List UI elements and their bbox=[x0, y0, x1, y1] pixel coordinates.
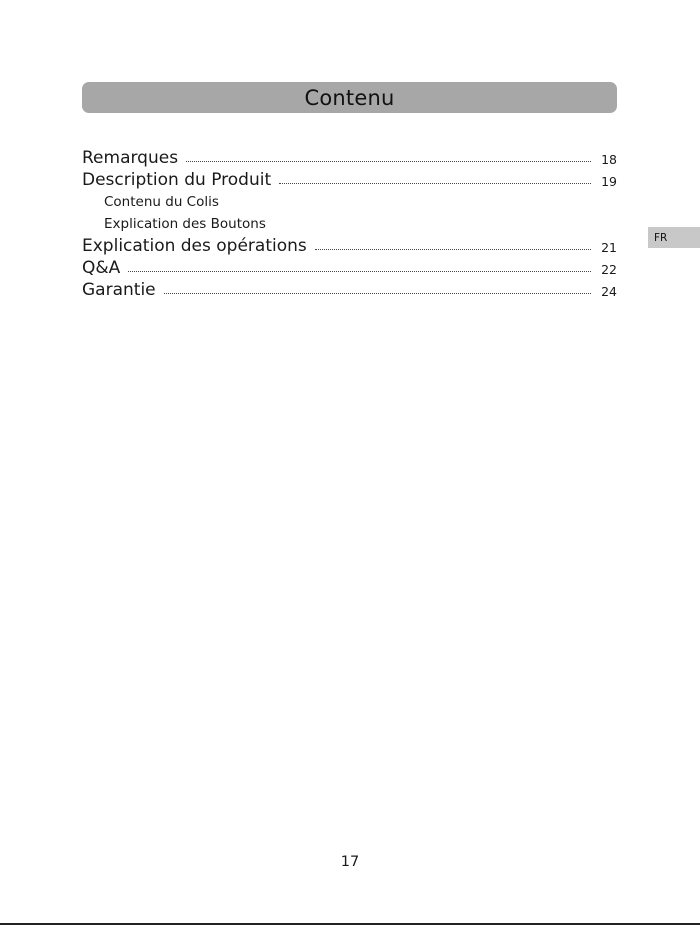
toc-subentry-explication-boutons[interactable] bbox=[82, 212, 617, 234]
bottom-rule bbox=[0, 923, 700, 925]
toc-entry-label: Garantie bbox=[82, 280, 156, 300]
page-number: 17 bbox=[340, 854, 360, 870]
toc-entry-label: Description du Produit bbox=[82, 170, 272, 190]
toc-subentry-contenu-colis[interactable] bbox=[82, 190, 617, 212]
language-tab bbox=[648, 227, 700, 248]
toc-page-number: 21 bbox=[601, 240, 617, 255]
toc-entry-qa[interactable] bbox=[82, 256, 617, 278]
toc-entry-garantie[interactable] bbox=[82, 278, 617, 300]
language-tab-label: FR bbox=[654, 231, 668, 244]
page-title: Contenu bbox=[304, 85, 395, 110]
section-title-bar bbox=[82, 82, 617, 113]
table-of-contents bbox=[82, 146, 617, 300]
toc-entry-description[interactable] bbox=[82, 168, 617, 190]
toc-page-number: 24 bbox=[601, 284, 617, 299]
toc-entry-remarques[interactable] bbox=[82, 146, 617, 168]
dot-leader bbox=[186, 161, 591, 162]
toc-entry-explication-operations[interactable] bbox=[82, 234, 617, 256]
dot-leader bbox=[315, 249, 591, 250]
dot-leader bbox=[279, 183, 591, 184]
toc-entry-label: Explication des opérations bbox=[82, 236, 307, 256]
toc-subentry-label: Explication des Boutons bbox=[104, 216, 266, 232]
dot-leader bbox=[164, 293, 591, 294]
toc-entry-label: Q&A bbox=[82, 258, 121, 278]
toc-subentry-label: Contenu du Colis bbox=[104, 194, 219, 210]
dot-leader bbox=[128, 271, 591, 272]
toc-page-number: 18 bbox=[601, 152, 617, 167]
toc-entry-label: Remarques bbox=[82, 148, 179, 168]
toc-page-number: 22 bbox=[601, 262, 617, 277]
toc-page-number: 19 bbox=[601, 174, 617, 189]
